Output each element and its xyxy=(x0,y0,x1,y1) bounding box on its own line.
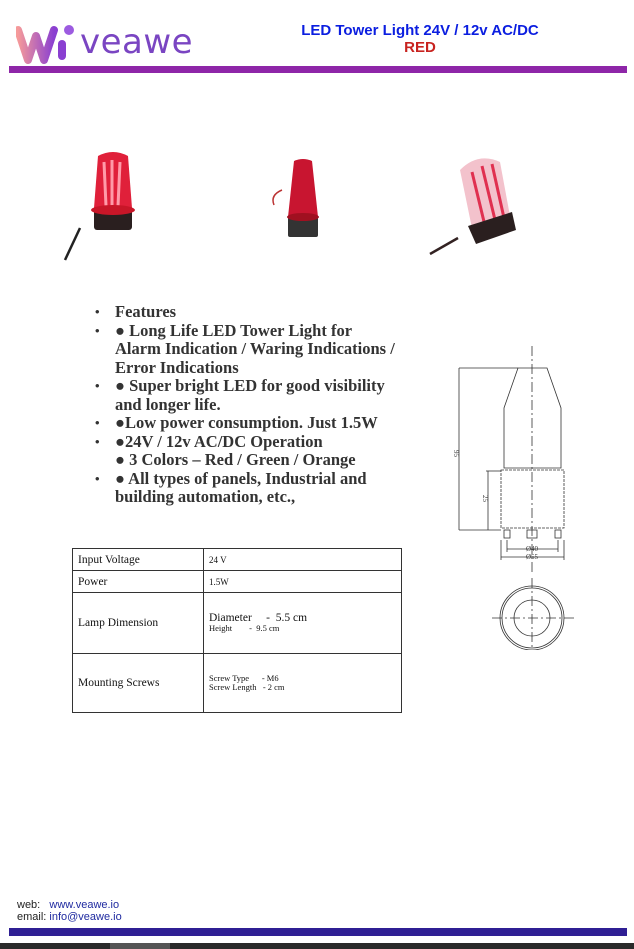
dim-inner-label: Ø40 xyxy=(526,545,539,553)
product-title: LED Tower Light 24V / 12v AC/DC xyxy=(301,22,539,39)
footer-divider xyxy=(9,928,627,936)
web-link[interactable]: www.veawe.io xyxy=(49,899,120,911)
logo-mark-icon xyxy=(16,24,78,64)
email-link[interactable]: info@veawe.io xyxy=(49,911,122,923)
feature-text: ● 3 Colors – Red / Green / Orange xyxy=(115,450,356,469)
email-label: email: xyxy=(17,911,47,923)
feature-item xyxy=(95,451,395,470)
logo xyxy=(16,24,78,69)
spec-label: Lamp Dimension xyxy=(73,593,204,654)
feature-text: ● All types of panels, Industrial and building automation, etc., xyxy=(115,468,367,506)
spec-value: 1.5W xyxy=(204,571,402,593)
bullet: • xyxy=(95,322,100,338)
bullet: • xyxy=(95,415,100,430)
feature-item xyxy=(95,322,395,378)
screw-type-value: Screw Type - M6 xyxy=(209,673,279,683)
screw-length-value: Screw Length - 2 cm xyxy=(209,682,285,692)
spec-label: Mounting Screws xyxy=(73,654,204,713)
feature-text: Features xyxy=(115,302,177,321)
height-value: Height - 9.5 cm xyxy=(209,623,280,633)
brand-name: veawe xyxy=(80,22,194,62)
document-title xyxy=(250,22,590,56)
feature-item xyxy=(95,470,395,507)
diameter-value: Diameter - 5.5 cm xyxy=(209,612,308,624)
horizontal-scrollbar[interactable] xyxy=(0,943,634,949)
spec-label: Input Voltage xyxy=(73,549,204,571)
features-list xyxy=(95,303,395,507)
spec-value xyxy=(204,593,402,654)
feature-text: ●24V / 12v AC/DC Operation xyxy=(115,431,323,451)
footer-contact xyxy=(17,899,122,923)
spec-table xyxy=(72,548,402,713)
feature-text: ●Low power consumption. Just 1.5W xyxy=(115,413,378,432)
feature-text: ● Long Life LED Tower Light for Alarm Indication / Waring Indications / Error Indications xyxy=(115,320,395,377)
product-photo-3 xyxy=(428,146,528,258)
product-photo-1 xyxy=(60,148,150,266)
dim-outer-label: Ø55 xyxy=(526,553,539,561)
feature-item xyxy=(95,433,395,452)
table-row xyxy=(73,571,402,593)
bullet: • xyxy=(95,470,100,486)
header-divider xyxy=(9,66,627,73)
spec-value: 24 V xyxy=(204,549,402,571)
web-label: web: xyxy=(17,899,41,911)
feature-item xyxy=(95,303,395,322)
scrollbar-thumb[interactable] xyxy=(110,943,170,949)
table-row xyxy=(73,549,402,571)
bullet: • xyxy=(95,304,100,319)
table-row xyxy=(73,654,402,713)
dim-height-label: 95 xyxy=(452,450,460,457)
feature-text: ● Super bright LED for good visibility and longer life. xyxy=(115,376,385,414)
table-row xyxy=(73,593,402,654)
dim-base-label: 25 xyxy=(481,495,489,502)
product-photo-2 xyxy=(262,155,342,245)
feature-item xyxy=(95,414,395,433)
technical-drawing xyxy=(440,340,590,650)
spec-label: Power xyxy=(73,571,204,593)
product-color: RED xyxy=(404,39,436,56)
feature-item xyxy=(95,377,395,414)
bullet: • xyxy=(95,433,100,449)
bullet: • xyxy=(95,378,100,393)
spec-value xyxy=(204,654,402,713)
